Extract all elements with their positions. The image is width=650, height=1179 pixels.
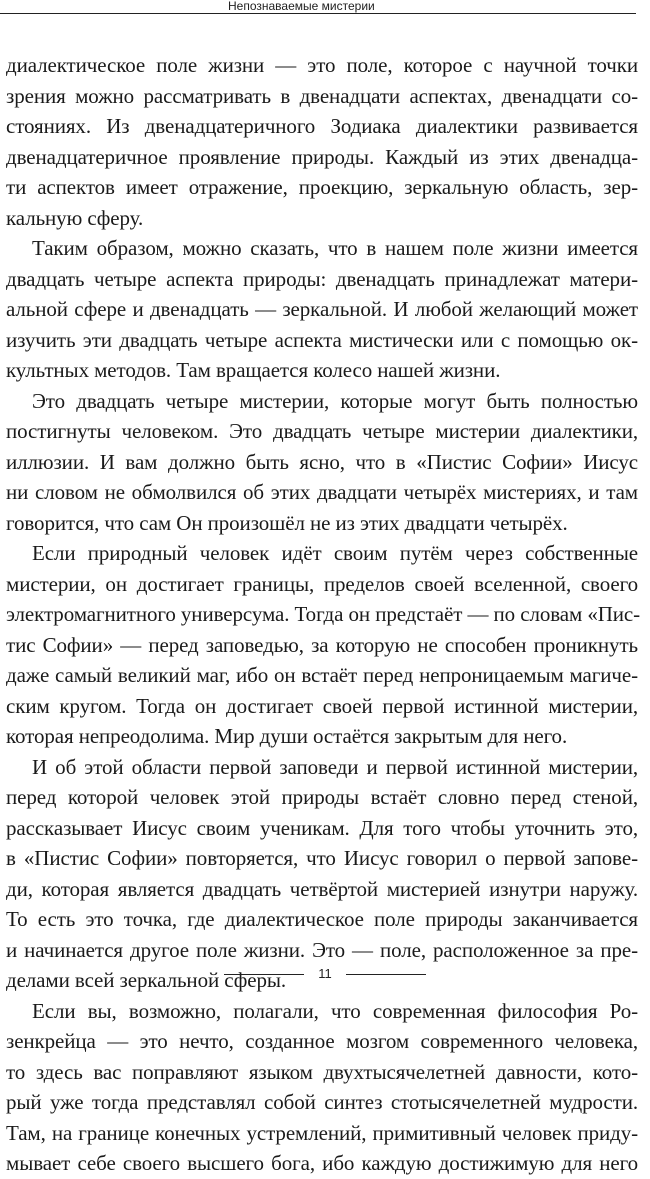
- text-line: двадцать четыре аспекта природы: двенадцать принадлежат матери-: [6, 266, 638, 291]
- paragraph: [6, 538, 641, 752]
- text-line: тис Софии» — перед заповедью, за которую не способен проникнуть: [6, 632, 638, 657]
- body-text: [6, 50, 641, 1179]
- footer-rule-right: [346, 974, 426, 975]
- text-line: рый уже тогда представлял собой синтез стотысячелетней мудрости.: [6, 1090, 638, 1114]
- paragraph: [6, 996, 638, 1179]
- header-rule: [0, 13, 636, 14]
- footer-rule-left: [224, 974, 304, 975]
- page-footer: [0, 966, 650, 986]
- text-line: иллюзии. И вам должно быть ясно, что в «Пистис Софии» Иисус: [6, 449, 638, 474]
- page-number: 11: [318, 966, 332, 981]
- paragraph: [6, 50, 638, 233]
- text-line: даже самый великий маг, ибо он встаёт перед непроницаемым магиче-: [6, 663, 638, 687]
- text-line: перед которой человек этой природы встаёт словно перед стеной,: [6, 785, 638, 809]
- text-line: изучить эти двадцать четыре аспекта мистически или с помощью ок-: [6, 327, 638, 352]
- paragraph: [6, 752, 638, 996]
- text-line: и начинается другое поле жизни. Это — поле, расположенное за пре-: [6, 937, 638, 962]
- text-line: в «Пистис Софии» повторяется, что Иисус говорил о первой запове-: [6, 846, 638, 870]
- running-header-title: Непознаваемые мистерии: [228, 0, 375, 13]
- text-line: то здесь вас поправляют языком двухтысячелетней давности, кото-: [6, 1059, 638, 1084]
- text-line: мистерии, он достигает границы, пределов своей вселенной, своего: [6, 571, 638, 596]
- text-line: диалектическое поле жизни — это поле, которое с научной точки: [6, 53, 638, 77]
- text-line: ни словом не обмолвился об этих двадцати четырёх мистериях, и там: [6, 480, 638, 504]
- text-line: зенкрейца — это нечто, созданное мозгом современного человека,: [6, 1029, 638, 1053]
- running-header: [0, 0, 650, 22]
- text-line: стояниях. Из двенадцатеричного Зодиака диалектики развивается: [6, 114, 638, 138]
- text-line: двенадцатеричное проявление природы. Каждый из этих двенадца-: [6, 144, 638, 169]
- text-line: То есть это точка, где диалектическое поле природы заканчивается: [6, 907, 638, 931]
- text-line: Если вы, возможно, полагали, что современная философия Ро-: [32, 998, 638, 1023]
- text-line: электромагнитного универсума. Тогда он предстаёт — по словам «Пис-: [6, 602, 641, 626]
- text-line: культных методов. Там вращается колесо нашей жизни.: [6, 358, 501, 382]
- paragraph: [6, 233, 638, 386]
- text-line: ди, которая является двадцать четвёртой мистерией изнутри наружу.: [6, 876, 638, 901]
- text-line: мывает себе своего высшего бога, ибо каждую достижимую для него: [6, 1151, 638, 1175]
- text-line: кальную сферу.: [6, 205, 144, 230]
- text-line: говорится, что сам Он произошёл не из этих двадцати четырёх.: [6, 510, 568, 535]
- text-line: Там, на границе конечных устремлений, примитивный человек приду-: [6, 1120, 638, 1145]
- text-line: ти аспектов имеет отражение, проекцию, зеркальную область, зер-: [6, 175, 638, 199]
- text-line: Таким образом, можно сказать, что в нашем поле жизни имеется: [32, 236, 638, 260]
- text-line: альной сфере и двенадцать — зеркальной. И любой желающий может: [6, 297, 638, 321]
- text-line: которая непреодолима. Мир души остаётся закрытым для него.: [6, 724, 568, 748]
- text-line: Это двадцать четыре мистерии, которые могут быть полностью: [32, 388, 638, 413]
- paragraph: [6, 386, 638, 539]
- text-line: постигнуты человеком. Это двадцать четыре мистерии диалектики,: [6, 419, 638, 443]
- text-line: рассказывает Иисус своим ученикам. Для того чтобы уточнить это,: [6, 815, 638, 840]
- text-line: ским кругом. Тогда он достигает своей первой истинной мистерии,: [6, 693, 638, 718]
- text-line: И об этой области первой заповеди и первой истинной мистерии,: [32, 754, 638, 779]
- text-line: Если природный человек идёт своим путём через собственные: [32, 541, 638, 565]
- text-line: делами всей зеркальной сферы.: [6, 968, 287, 992]
- text-line: зрения можно рассматривать в двенадцати аспектах, двенадцати со-: [6, 83, 638, 108]
